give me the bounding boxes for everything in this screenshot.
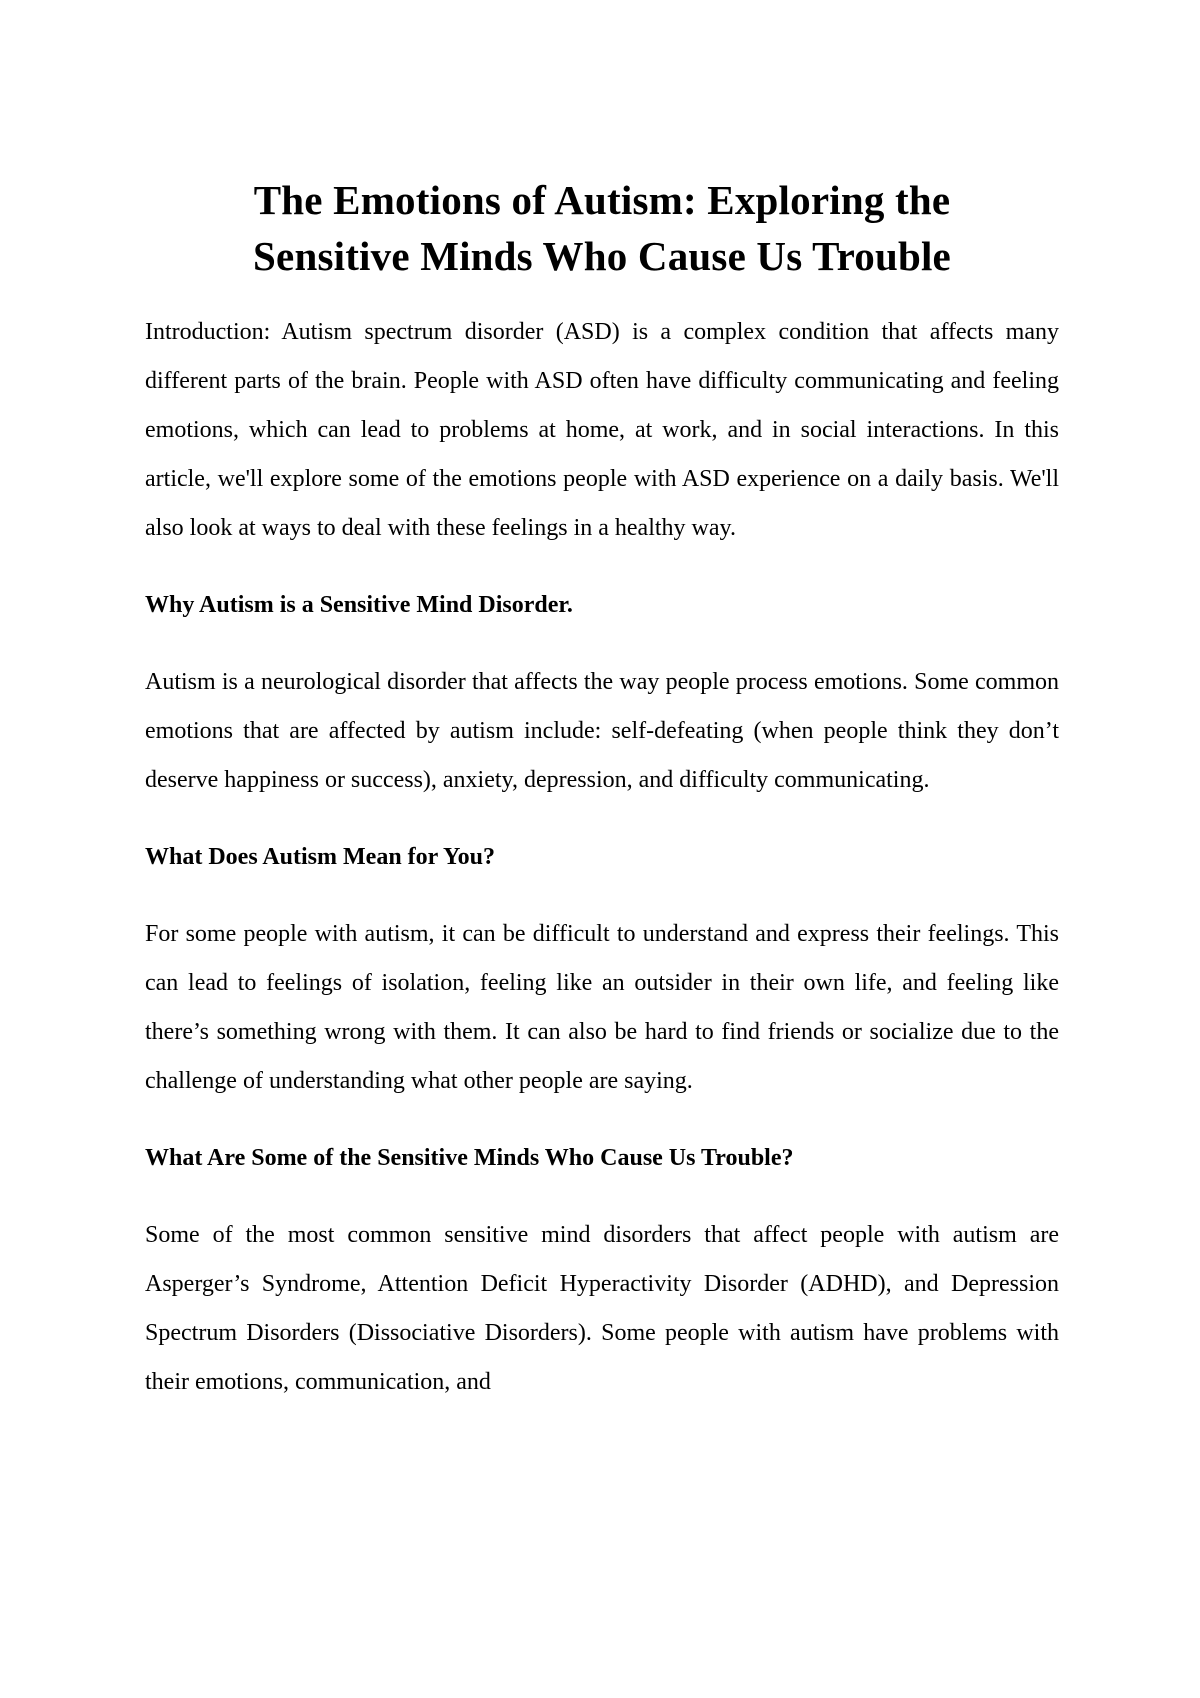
- title-line-1: The Emotions of Autism: Exploring the: [253, 177, 951, 223]
- title-line-2: Sensitive Minds Who Cause Us Trouble: [253, 233, 951, 279]
- document-page: [145, 172, 1059, 1407]
- section-body-sensitive-mind-disorder: Autism is a neurological disorder that affects the way people process emotions. Some common emotions that are affected by autism include: self-defeating (when people think they don’t deserve happiness or success), anxiety, depression, and difficulty communicating.: [145, 669, 1059, 793]
- document-title: [145, 172, 1059, 284]
- section-heading-sensitive-minds-trouble: What Are Some of the Sensitive Minds Who Cause Us Trouble?: [145, 1145, 794, 1171]
- intro-paragraph: Introduction: Autism spectrum disorder (ASD) is a complex condition that affects many different parts of the brain. People with ASD often have difficulty communicating and feeling emotions, which can lead to problems at home, at work, and in social interactions. In this article, we'll explore some of the emotions people with ASD experience on a daily basis. We'll also look at ways to deal with these feelings in a healthy way.: [145, 319, 1059, 541]
- section-heading-sensitive-mind-disorder: Why Autism is a Sensitive Mind Disorder.: [145, 592, 573, 618]
- section-heading-what-autism-means: What Does Autism Mean for You?: [145, 844, 496, 870]
- section-body-what-autism-means: For some people with autism, it can be difficult to understand and express their feelings. This can lead to feelings of isolation, feeling like an outsider in their own life, and feeling like there’s something wrong with them. It can also be hard to find friends or socialize due to the challenge of understanding what other people are saying.: [145, 921, 1059, 1094]
- section-body-sensitive-minds-trouble: Some of the most common sensitive mind disorders that affect people with autism are Asperger’s Syndrome, Attention Deficit Hyperactivity Disorder (ADHD), and Depression Spectrum Disorders (Dissociative Disorders). Some people with autism have problems with their emotions, communication, and: [145, 1222, 1059, 1395]
